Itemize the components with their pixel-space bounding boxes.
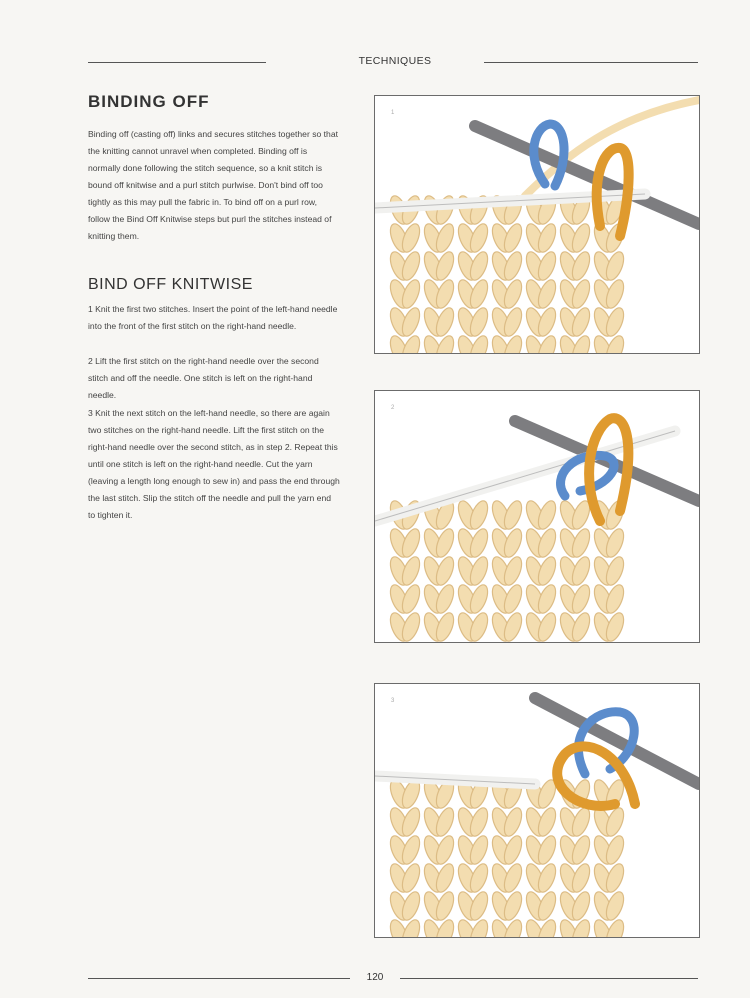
figure-number: 1 xyxy=(391,110,395,116)
step-2-text: 2 Lift the first stitch on the right-hand needle over the second stitch and off the needle. One stitch is left on the right-hand needle. xyxy=(88,356,319,400)
illustration-step-2 xyxy=(374,390,700,643)
knitted-fabric xyxy=(387,498,627,642)
knitting-illustration xyxy=(375,684,699,937)
intro-paragraph: Binding off (casting off) links and secures stitches together so that the knitting cannot unravel when completed. Binding off is normally done following the stitch sequence, so a knit stitch is bound off knitwise and a purl stitch purlwise. Don't bind off too tightly as this may pull the fabric in. To bind off on a purl row, follow the Bind Off Knitwise steps but purl the stitches instead of knitting them. xyxy=(88,129,338,241)
figure-number: 3 xyxy=(391,698,395,704)
page-number: 120 xyxy=(366,972,384,983)
header-rule-left xyxy=(88,62,266,63)
illustration-step-1 xyxy=(374,95,700,354)
section-subtitle: BIND OFF KNITWISE xyxy=(88,276,253,293)
knitted-fabric xyxy=(387,193,627,353)
footer-rule-right xyxy=(400,978,698,979)
illustration-step-3 xyxy=(374,683,700,938)
figure-number: 2 xyxy=(391,405,395,411)
header-rule-right xyxy=(484,62,698,63)
knitting-illustration xyxy=(375,96,699,353)
page-title: BINDING OFF xyxy=(88,92,210,111)
knitting-illustration xyxy=(375,391,699,642)
step-3-text: 3 Knit the next stitch on the left-hand needle, so there are again two stitches on the right-hand needle. Lift the first stitch on the right-hand needle over the second stitch, as in step 2. Repeat this until one stitch is left on the right-hand needle. Cut the yarn (leaving a length long enough to sew in) and pass the end through the last stitch. Slip the stitch off the needle and pull the yarn end to tighten it. xyxy=(88,408,340,520)
section-label: TECHNIQUES xyxy=(358,55,432,67)
step-1-text: 1 Knit the first two stitches. Insert the point of the left-hand needle into the front of the first stitch on the right-hand needle. xyxy=(88,304,338,331)
footer-rule-left xyxy=(88,978,350,979)
